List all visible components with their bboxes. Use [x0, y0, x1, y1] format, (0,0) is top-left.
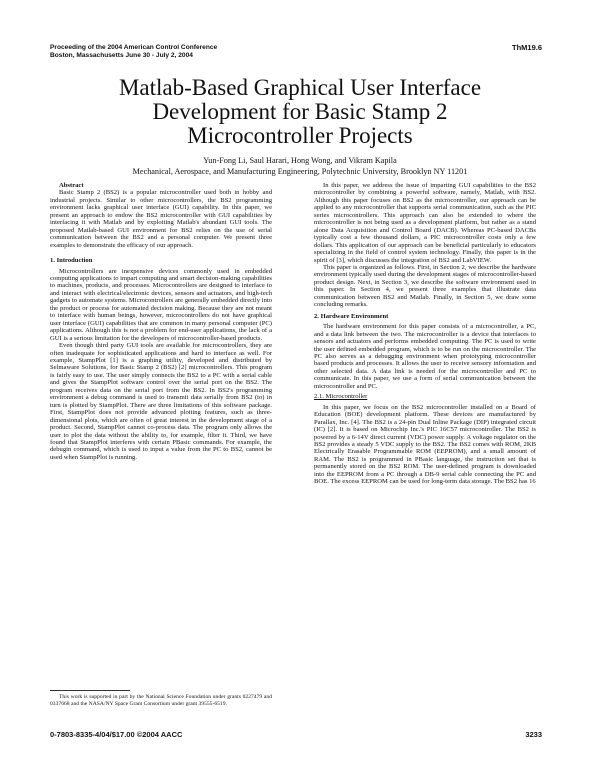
- session-code: ThM19.6: [511, 43, 542, 52]
- section-2-1-heading: 2.1. Microcontroller: [314, 393, 368, 401]
- title-line-2: Development for Basic Stamp 2: [152, 99, 448, 124]
- author-list: Yun-Fong Li, Saul Harari, Hong Wong, and Vikram Kapila: [203, 156, 397, 165]
- intro-paragraph-2: This paper is organized as follows. First, in Section 2, we describe the hardware environment typically used during the development stages of microcontroller-based product design. Next, in Section 3, we describe the software environment used in this paper. In Section 4, we present three examples that illustrate data communication between BS2 and Matlab. Finally, in Section 5, we draw some concluding remarks.: [314, 263, 536, 309]
- conference-header: [50, 44, 217, 60]
- intro-paragraph-1: In this paper, we address the issue of imparting GUI capabilities to the BS2 microcontroller by combining a powerful software, namely, Matlab, with BS2. Although this paper focuses on BS2 as the microcontroller, our approach can be applied to any microcontroller that supports serial communication, such as the PIC series microcontrollers. This approach can also be extended to where the microcontroller is not being used as a development platform, but rather as a stand alone Data Acquisition and Control Board (DACB). Whereas PC-based DACBs typically cost a few thousand dollars, a PIC microcontroller costs only a few dollars. This application of our approach can be beneficial particularly to educators specializing in the field of control system technology. Finally, this paper is in the spirit of [3], which discusses the integration of BS2 and LabVIEW.: [314, 182, 536, 264]
- section-1-paragraph-1: Microcontrollers are inexpensive devices commonly used in embedded computing applications to impart computing and smart decision-making capabilities to machines, products, and processes. Microcontrollers are designed to interface to and interact with electrical/electronic devices, sensors and actuators, and high-tech gadgets to automate systems. Microcontrollers are generally embedded directly into the product or process for automated decision making. Because they are not meant to interface with human beings, however, microcontrollers do not have graphical user interface (GUI) capabilities that are common in many personal computer (PC) applications. Although this is not a problem for end-user applications, the lack of a GUI is a serious limitation for the developers of microcontroller-based products.: [50, 267, 272, 342]
- footnote-text: This work is supported in part by the National Science Foundation under grants 0227479 and 0337668 and the NASA/NY Space Grant Consortium under grant 39555-6519.: [50, 694, 272, 707]
- right-column: [314, 182, 536, 486]
- section-1-heading: 1. Introduction: [50, 257, 93, 265]
- isbn-footer: 0-7803-8335-4/04/$17.00 ©2004 AACC: [50, 730, 183, 739]
- left-column: [50, 182, 272, 461]
- page-number: 3233: [525, 730, 542, 739]
- title-line-3: Microcontroller Projects: [187, 123, 413, 148]
- location-line: Boston, Massachusetts June 30 - July 2, 2004: [50, 52, 193, 59]
- section-2-paragraph-1: The hardware environment for this paper consists of a microcontroller, a PC, and a data link between the two. The microcontroller is a device that interfaces to sensors and actuators and performs embedded computing. The PC is used to write the user defined embedded program, which is to be run on the microcontroller. The PC also serves as a debugging environment when prototyping microcontroller based products and processes. It allows the user to receive sensory information and other selected data. A data link is needed for the microcontroller and PC to communicate. In this paper, we use a form of serial communication between the microcontroller and PC.: [314, 323, 536, 390]
- section-1-paragraph-2: Even though third party GUI tools are available for microcontrollers, they are often inadequate for sophisticated applications and hard to interface as well. For example, StampPlot [1] is a graphing utility, developed and distributed by Selmaware Solutions, for Basic Stamp 2 (BS2) [2] microcontrollers. This program is fairly easy to use. The user simply connects the BS2 to a PC with a serial cable and gives the StampPlot software control over the serial port on the BS2. The program receives data on the serial port from the BS2. In BS2's programming environment a debug command is used to transmit data serially from BS2 (to) in turn is plotted by StampPlot. There are three limitations of this software package. First, StampPlot does not provide advanced plotting features, such as three-dimensional plots, which are often of great interest in the development stage of a product. Second, StampPlot cannot co-process data. The program only allows the user to plot the data without the ability to, for example, filter it. Third, we have found that StampPlot interferes with certain PBasic commands. For example, the debugin command, which is used to input a value from the PC to BS2, cannot be used when StampPlot is running.: [50, 342, 272, 461]
- funding-footnote: [50, 694, 272, 707]
- paper-title: [60, 76, 540, 148]
- abstract-heading: Abstract: [59, 182, 84, 189]
- section-2-heading: 2. Hardware Environment: [314, 312, 389, 320]
- footnote-rule: [50, 690, 130, 691]
- abstract-text: Basic Stamp 2 (BS2) is a popular microcontroller used both in hobby and industrial projects. Similar to other microcontrollers, the BS2 programming environment lacks graphical user interface (GUI) capability. In this paper, we present an approach to endow the BS2 microcontroller with GUI capabilities by interfacing it with Matlab and by exploiting Matlab's abundant GUI tools. The proposed Matlab-based GUI environment for BS2 relies on the use of serial communication between the BS2 and a personal computer. We present three examples to demonstrate the efficacy of our approach.: [50, 189, 272, 249]
- title-line-1: Matlab-Based Graphical User Interface: [118, 75, 482, 100]
- affiliation: Mechanical, Aerospace, and Manufacturing Engineering, Polytechnic University, Brooklyn NY 11201: [132, 167, 468, 176]
- section-2-1-paragraph-1: In this paper, we focus on the BS2 microcontroller installed on a Board of Education (BOE) development platform. These devices are manufactured by Parallax, Inc. [4]. The BS2 is a 24-pin Dual Inline Package (DIP) integrated circuit (IC) [2]. It is based on Microchip Inc.'s PIC 16C57 microcontroller. The BS2 is powered by a 6-14V direct current (VDC) power supply. A voltage regulator on the BS2 provides a steady 5 VDC supply to the BS2. The BS2 comes with ROM, 2KB Electrically Erasable Programmable ROM (EEPROM), and a small amount of RAM. The BS2 is programmed in PBasic language, the instruction set that is permanently stored on the BS2 ROM. The user-defined program is downloaded into the EEPROM from a PC through a DB-9 serial cable connecting the PC and BOE. The excess EEPROM can be used for long-term data storage. The BS2 has 16: [314, 403, 536, 486]
- proceedings-line: Proceeding of the 2004 American Control Conference: [50, 44, 218, 51]
